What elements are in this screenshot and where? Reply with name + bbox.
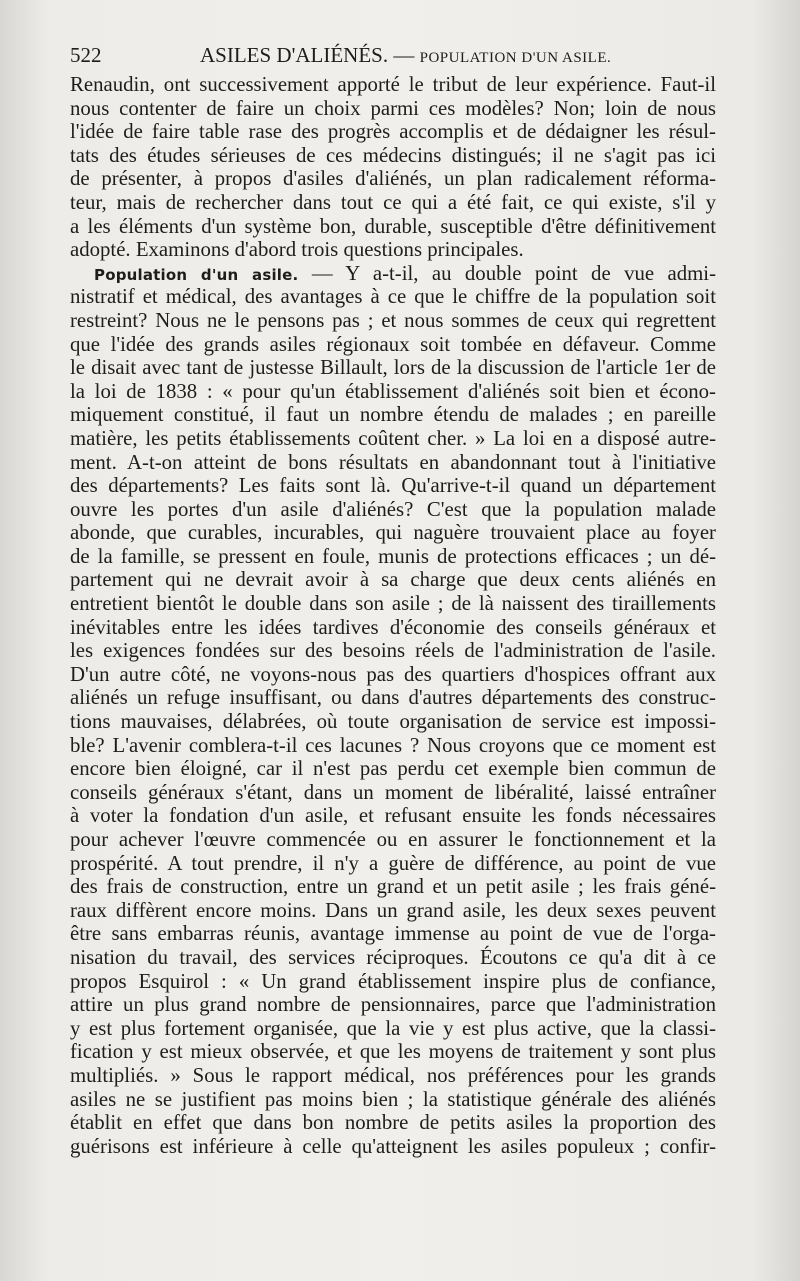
text-line: tats des études sérieuses de ces médecins distingués; il ne s'agit pas ici xyxy=(70,143,716,167)
text-line: la loi de 1838 : « pour qu'un établissement d'aliénés soit bien et écono- xyxy=(70,379,716,403)
text-line: matière, les petits établissements coûtent cher. » La loi en a disposé autre- xyxy=(70,426,716,450)
text-line: entretient bientôt le double dans son asile ; de là naissent des tiraillements xyxy=(70,592,716,616)
text-line: aliénés un refuge insuffisant, ou dans d'autres départements des construc- xyxy=(70,686,716,710)
text-line: ble? L'avenir comblera-t-il ces lacunes ? Nous croyons que ce moment est xyxy=(70,733,716,757)
text-line: teur, mais de rechercher dans tout ce qui a été fait, ce qui existe, s'il y xyxy=(70,190,716,214)
chapter-subtitle: POPULATION D'UN ASILE. xyxy=(419,50,612,66)
text-line: inévitables entre les idées tardives d'économie des conseils généraux et xyxy=(70,615,716,639)
header-dash: — xyxy=(393,43,415,67)
book-title: ASILES D'ALIÉNÉS. xyxy=(200,43,389,67)
text-line: des frais de construction, entre un grand et un petit asile ; les frais géné- xyxy=(70,875,716,899)
text-line: de présenter, à propos d'asiles d'aliénés, un plan radicalement réforma- xyxy=(70,167,716,191)
text-line: a les éléments d'un système bon, durable, susceptible d'être définitivement xyxy=(70,214,716,238)
text-line: des départements? Les faits sont là. Qu'arrive-t-il quand un département xyxy=(70,474,716,498)
text-line: à voter la fondation d'un asile, et refusant ensuite les fonds nécessaires xyxy=(70,804,716,828)
text-line: pour achever l'œuvre commencée ou en assurer le fonctionnement et la xyxy=(70,828,716,851)
text-line: l'idée de faire table rase des progrès accomplis et de dédaigner les résul- xyxy=(70,120,716,144)
text-line: multipliés. » Sous le rapport médical, nos préférences pour les grands xyxy=(70,1063,716,1087)
text-line: D'un autre côté, ne voyons-nous pas des quartiers d'hospices offrant aux xyxy=(70,662,716,686)
text-line: y est plus fortement organisée, que la vie y est plus active, que la classi- xyxy=(70,1016,716,1040)
text-line: asiles ne se justifient pas moins bien ; la statistique générale des aliénés xyxy=(70,1087,716,1111)
text-line: les exigences fondées sur des besoins réels de l'administration de l'asile. xyxy=(70,639,716,663)
body-text xyxy=(70,73,716,1158)
text-line: miquement constitué, il faut un nombre étendu de malades ; en pareille xyxy=(70,403,716,427)
text-line: ouvre les portes d'un asile d'aliénés? C'est que la population malade xyxy=(70,497,716,521)
text-line: partement qui ne devrait avoir à sa charge que deux cents aliénés en xyxy=(70,568,716,592)
text-line: de la famille, se pressent en foule, munis de protections efficaces ; un dé- xyxy=(70,544,716,568)
text-line: nous contenter de faire un choix parmi ces modèles? Non; loin de nous xyxy=(70,96,716,120)
section-heading: Population d'un asile. xyxy=(94,265,299,284)
text-line: le disait avec tant de justesse Billault, lors de la discussion de l'article 1er de xyxy=(70,356,716,380)
text-line: adopté. Examinons d'abord trois questions principales. xyxy=(70,238,524,262)
text-line: guérisons est inférieure à celle qu'atteignent les asiles populeux ; confir- xyxy=(70,1134,716,1158)
text-line: tions mauvaises, délabrées, où toute organisation de service est impossi- xyxy=(70,710,716,734)
text-line: — Y a-t-il, au double point de vue admi- xyxy=(311,261,716,285)
page-number: 522 xyxy=(70,43,102,67)
text-line: que l'idée des grands asiles régionaux soit tombée en défaveur. Comme xyxy=(70,332,716,356)
text-line: établit en effet que dans bon nombre de petits asiles la proportion des xyxy=(70,1111,716,1135)
text-line: propos Esquirol : « Un grand établissement inspire plus de confiance, xyxy=(70,969,716,993)
running-header xyxy=(70,42,720,68)
text-line: restreint? Nous ne le pensons pas ; et nous sommes de ceux qui regrettent xyxy=(70,308,716,332)
text-line: nistratif et médical, des avantages à ce que le chiffre de la population soit xyxy=(70,285,716,309)
text-line: nisation du travail, des services réciproques. Écoutons ce qu'a dit à ce xyxy=(70,945,716,969)
text-line: conseils généraux s'étant, dans un moment de libéralité, laissé entraîner xyxy=(70,780,716,804)
text-line: encore bien éloigné, car il n'est pas perdu cet exemple bien commun de xyxy=(70,757,716,781)
text-line: fication y est mieux observée, et que les moyens de traitement y sont plus xyxy=(70,1040,716,1064)
text-line: attire un plus grand nombre de pensionnaires, parce que l'administration xyxy=(70,993,716,1017)
text-line: être sans embarras réunis, avantage immense au point de vue de l'orga- xyxy=(70,922,716,946)
section-line xyxy=(70,262,716,286)
text-line: raux diffèrent encore moins. Dans un grand asile, les deux sexes peuvent xyxy=(70,898,716,922)
text-line: ment. A-t-on atteint de bons résultats en abandonnant tout à l'initiative xyxy=(70,450,716,474)
text-line: abonde, que curables, incurables, qui naguère trouvaient place au foyer xyxy=(70,521,716,545)
text-line: Renaudin, ont successivement apporté le tribut de leur expérience. Faut-il xyxy=(70,73,716,96)
text-line: prospérité. A tout prendre, il n'y a guère de différence, au point de vue xyxy=(70,851,716,875)
running-title xyxy=(200,42,611,71)
